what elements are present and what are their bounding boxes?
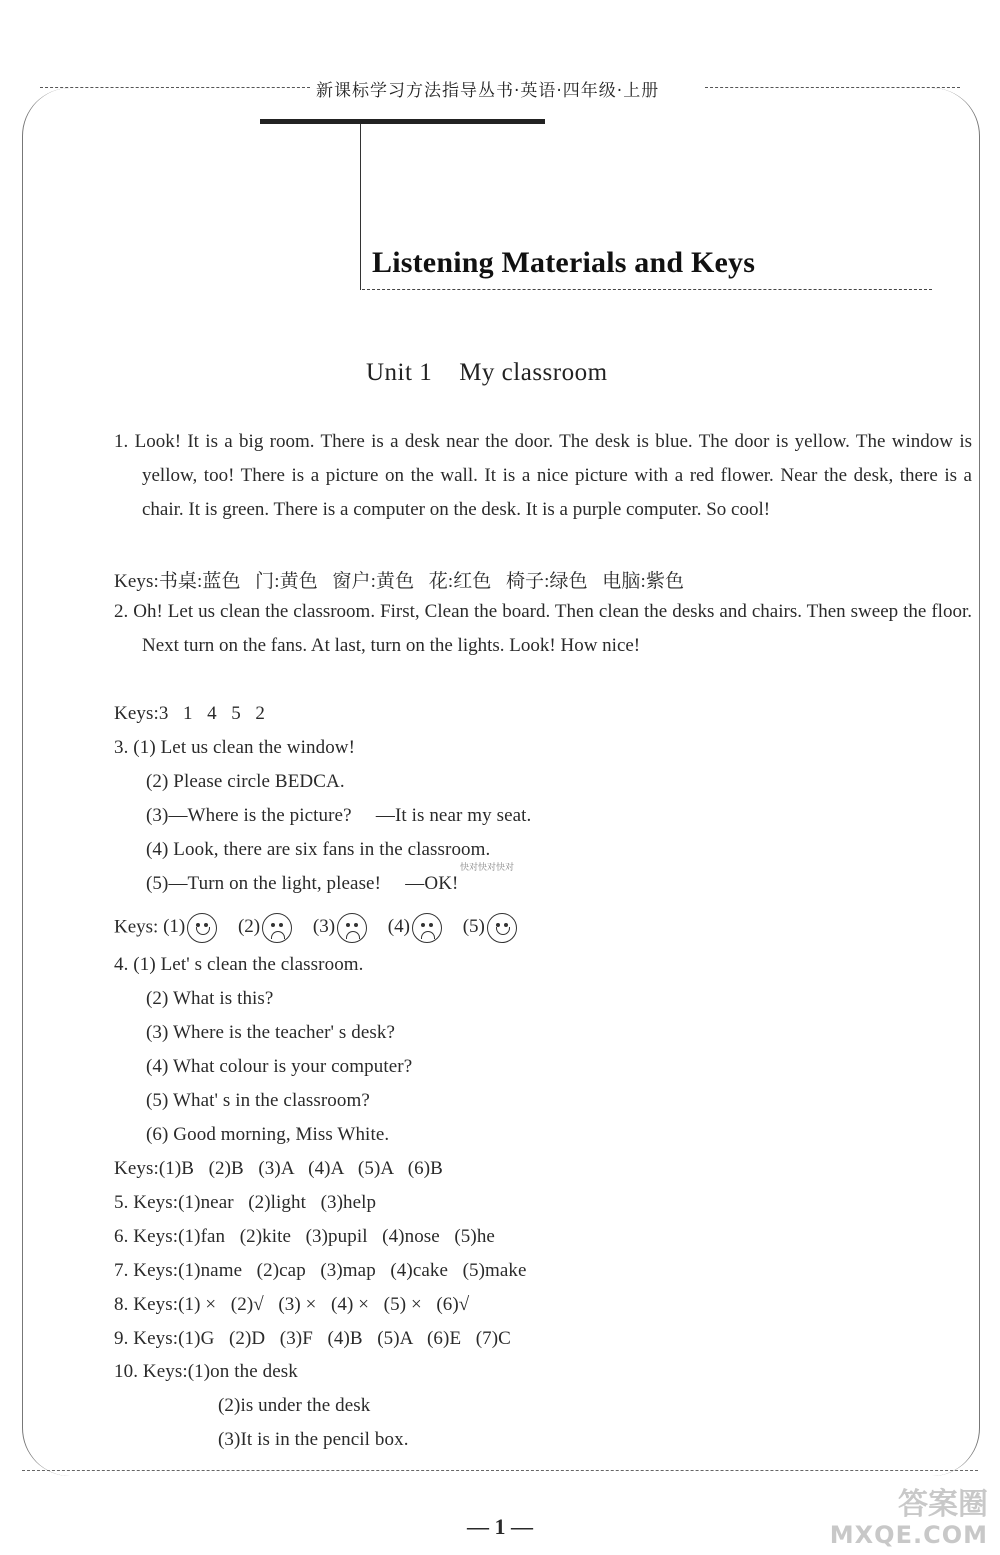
title-vertical-rule [360,124,361,290]
q3-line-1: 3. (1) Let us clean the window! [114,737,356,758]
q1-keys: Keys:书桌:蓝色 门:黄色 窗户:黄色 花:红色 椅子:绿色 电脑:紫色 [114,571,685,592]
page-number: — 1 — [467,1514,533,1539]
q1-text: 1. Look! It is a big room. There is a desk near the door. The desk is blue. The door is yellow. The window is yellow, too! There is a picture on the wall. It is a nice picture with a red flower. Near the desk, there is a chair. It is green. There is a computer on the desk. It is a purple computer. So cool! [114,431,972,520]
q4-line-1: 4. (1) Let' s clean the classroom. [114,954,364,975]
title-underline [362,289,932,290]
q3-key-1 [163,916,217,937]
q3-line-4: (4) Look, there are six fans in the classroom. [146,839,491,860]
q6-keys: 6. Keys:(1)fan (2)kite (3)pupil (4)nose (5)he [114,1226,495,1247]
sad-face-icon [337,913,367,943]
watermark-line-2: MXQE.COM [829,1521,988,1549]
sad-face-icon [262,913,292,943]
q3-key-3 [313,916,367,937]
q4-line-4: (4) What colour is your computer? [146,1056,413,1077]
q10-line-3: (3)It is in the pencil box. [218,1429,409,1450]
q2-keys: Keys:3 1 4 5 2 [114,703,266,724]
q4-line-2: (2) What is this? [146,988,274,1009]
q4-line-3: (3) Where is the teacher' s desk? [146,1022,396,1043]
q5-keys: 5. Keys:(1)near (2)light (3)help [114,1192,377,1213]
page-title: Listening Materials and Keys [372,246,756,279]
q3-key-5-label: (5) [462,916,485,938]
series-header: 新课标学习方法指导丛书·英语·四年级·上册 [312,76,663,101]
q4-line-6: (6) Good morning, Miss White. [146,1124,390,1145]
q3-key-5 [463,916,517,937]
q10-line-2: (2)is under the desk [218,1395,371,1416]
sad-face-icon [412,913,442,943]
happy-face-icon [187,913,217,943]
q3-line-3: (3)—Where is the picture? —It is near my seat. [146,805,532,826]
q8-keys: 8. Keys:(1) × (2)√ (3) × (4) × (5) × (6)√ [114,1294,470,1315]
q3-key-3-label: (3) [312,916,336,938]
q4-keys: Keys:(1)B (2)B (3)A (4)A (5)A (6)B [114,1158,443,1179]
q3-key-2 [238,916,292,937]
unit-heading: Unit 1 My classroom [366,359,608,386]
title-top-rule [260,119,545,124]
watermark-logo [829,1487,988,1550]
q3-keys [114,913,533,943]
q3-line-2: (2) Please circle BEDCA. [146,771,345,792]
q3-key-2-label: (2) [237,916,261,938]
q3-keys-label: Keys: [114,916,159,938]
page-frame-bottom [22,1470,978,1471]
q3-key-1-label: (1) [163,916,186,938]
watermark-line-1: 答案圈 [898,1487,988,1522]
q3-line-5: (5)—Turn on the light, please! —OK! [146,873,459,894]
q2-text: 2. Oh! Let us clean the classroom. First, Clean the board. Then clean the desks and chairs. Then sweep the floor. Next turn on the fans. At last, turn on the lights. Look! How nice! [114,601,972,656]
q3-key-4-label: (4) [387,916,410,938]
q3-key-4 [388,916,442,937]
q9-keys: 9. Keys:(1)G (2)D (3)F (4)B (5)A (6)E (7)C [114,1328,511,1349]
q10-line-1: 10. Keys:(1)on the desk [114,1361,298,1382]
stamp-text: 快对快对快对 [460,863,515,873]
q7-keys: 7. Keys:(1)name (2)cap (3)map (4)cake (5)make [114,1260,527,1281]
q4-line-5: (5) What' s in the classroom? [146,1090,370,1111]
happy-face-icon [487,913,517,943]
